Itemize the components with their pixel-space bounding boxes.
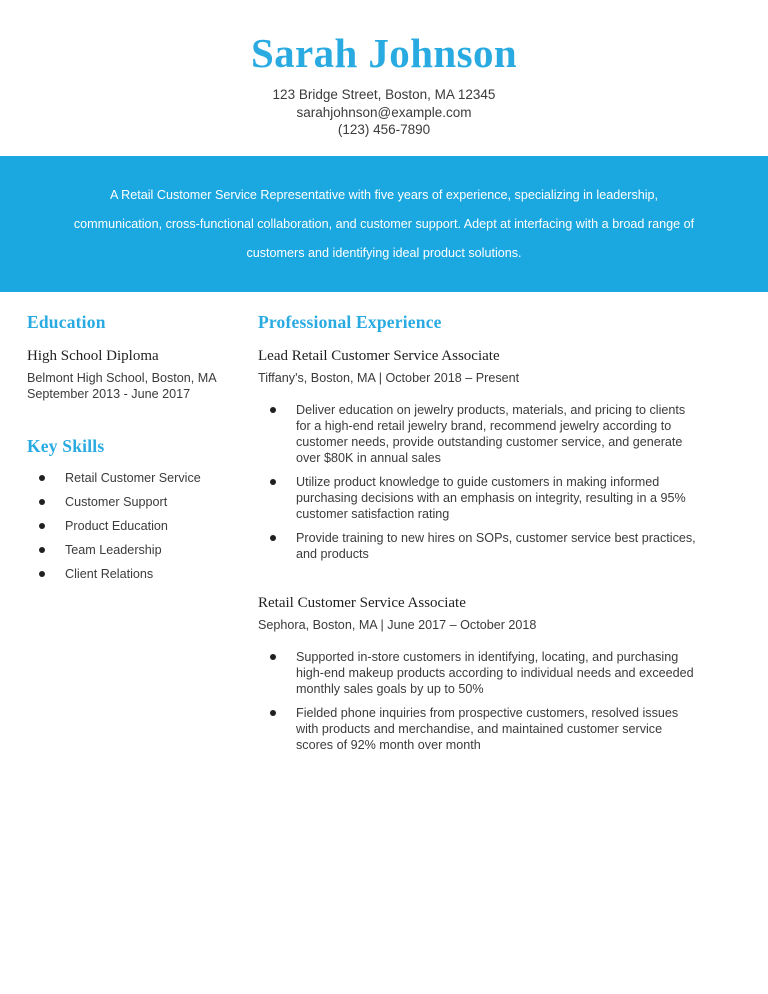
skills-list — [27, 471, 258, 582]
education-heading: Education — [27, 312, 106, 332]
education-school: Belmont High School, Boston, MA — [27, 370, 217, 385]
list-item — [258, 474, 698, 522]
job-title: Lead Retail Customer Service Associate — [258, 348, 500, 364]
skill-label: Product Education — [65, 518, 168, 533]
bullet-icon — [270, 479, 276, 485]
contact-email[interactable]: sarahjohnson@example.com — [296, 104, 472, 120]
summary-text: A Retail Customer Service Representative with five years of experience, specializing in leadership, communication, cross-functional collaboration, and customer support. Adept at interfacing with a broad range of customers and identifying ideal product solutions. — [73, 187, 695, 260]
bullet-icon — [270, 654, 276, 660]
bullet-icon — [270, 535, 276, 541]
summary-banner — [0, 156, 768, 292]
left-column — [0, 292, 258, 591]
experience-entry — [258, 347, 698, 562]
contact-info — [0, 86, 768, 139]
resume-header — [0, 0, 768, 139]
bullet-icon — [39, 523, 45, 529]
education-degree: High School Diploma — [27, 348, 159, 364]
contact-address: 123 Bridge Street, Boston, MA 12345 — [272, 87, 496, 103]
list-item — [258, 705, 698, 753]
list-item — [27, 471, 258, 486]
bullet-icon — [39, 547, 45, 553]
bullet-icon — [270, 710, 276, 716]
bullet-icon — [39, 571, 45, 577]
list-item — [27, 567, 258, 582]
skills-heading: Key Skills — [27, 435, 105, 456]
skill-label: Team Leadership — [65, 542, 162, 557]
list-item — [258, 402, 698, 466]
resume-body — [0, 292, 768, 761]
bullet-text: Fielded phone inquiries from prospective customers, resolved issues with products and merchandise, and maintained customer service scores of 92% month over month — [296, 705, 679, 752]
skill-label: Customer Support — [65, 494, 168, 509]
candidate-name: Sarah Johnson — [250, 30, 518, 76]
bullet-icon — [270, 407, 276, 413]
bullet-icon — [39, 499, 45, 505]
bullet-text: Supported in-store customers in identifying, locating, and purchasing high-end makeup products according to individual needs and exceeded monthly sales goals by up to 50% — [296, 649, 694, 696]
contact-phone[interactable]: (123) 456-7890 — [337, 122, 431, 138]
bullet-text: Provide training to new hires on SOPs, customer service best practices, and products — [296, 530, 696, 561]
bullet-text: Deliver education on jewelry products, materials, and pricing to clients for a high-end retail jewelry brand, recommend jewelry according to customer needs, provide outstanding customer service, and generate over $80K in annual sales — [296, 402, 686, 465]
list-item — [27, 543, 258, 558]
job-bullets — [258, 649, 698, 753]
bullet-icon — [39, 475, 45, 481]
experience-entry — [258, 594, 698, 753]
job-meta: Tiffany's, Boston, MA | October 2018 – Present — [258, 370, 520, 385]
list-item — [258, 530, 698, 562]
education-entry — [27, 347, 258, 402]
skill-label: Retail Customer Service — [65, 470, 201, 485]
right-column — [258, 292, 698, 761]
list-item — [258, 649, 698, 697]
list-item — [27, 495, 258, 510]
experience-heading: Professional Experience — [258, 312, 442, 332]
job-title: Retail Customer Service Associate — [258, 594, 466, 611]
job-bullets — [258, 402, 698, 562]
list-item — [27, 519, 258, 534]
education-dates: September 2013 - June 2017 — [27, 386, 191, 401]
job-meta: Sephora, Boston, MA | June 2017 – October 2018 — [258, 617, 537, 632]
bullet-text: Utilize product knowledge to guide customers in making informed purchasing decisions with an emphasis on integrity, resulting in a 95% customer satisfaction rating — [296, 474, 686, 521]
skill-label: Client Relations — [65, 566, 154, 581]
